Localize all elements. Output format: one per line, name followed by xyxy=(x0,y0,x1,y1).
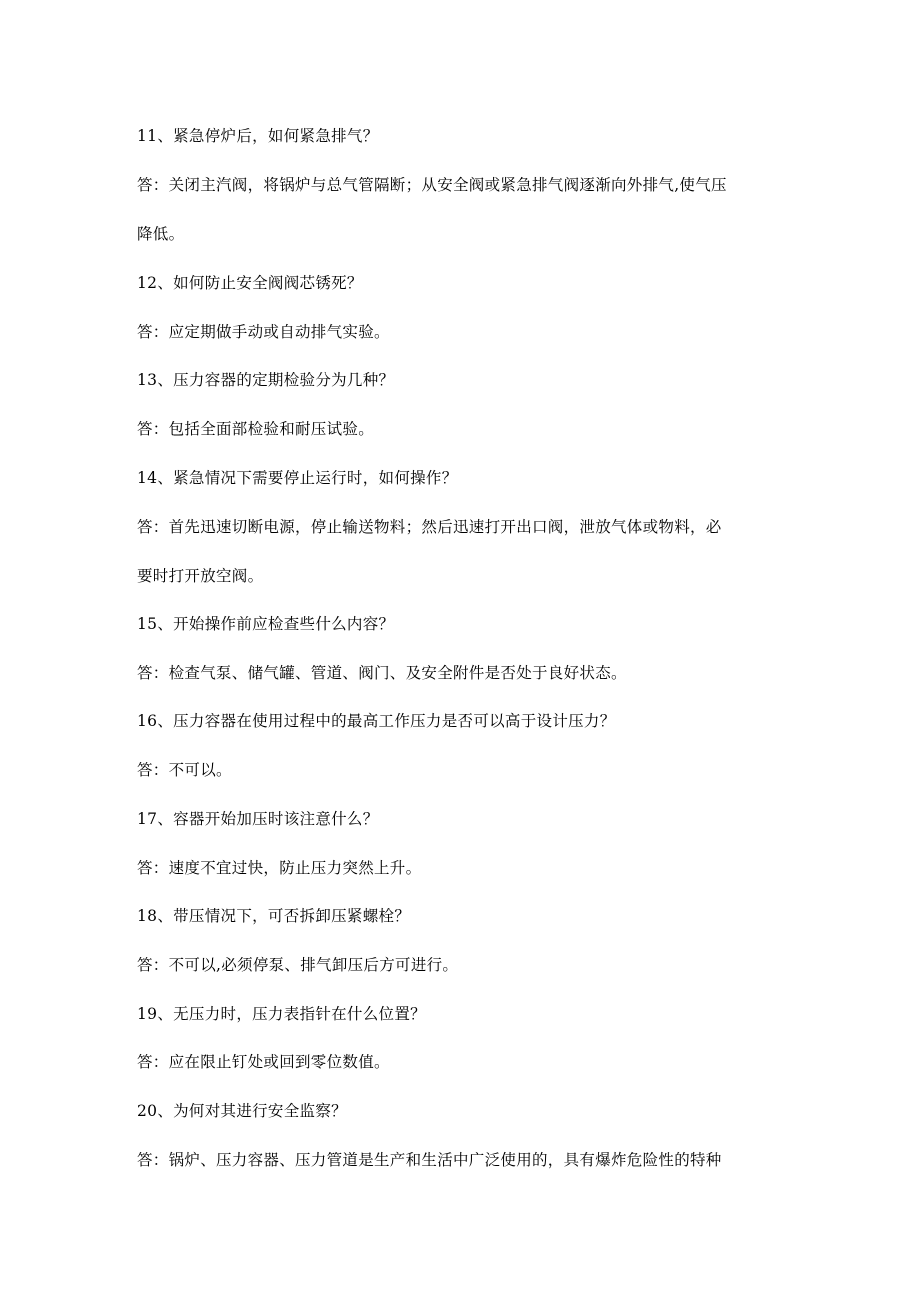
question-11: 11、紧急停炉后，如何紧急排气？ xyxy=(137,127,379,145)
question-19: 19、无压力时，压力表指针在什么位置？ xyxy=(137,1005,426,1023)
question-18: 18、带压情况下，可否拆卸压紧螺栓？ xyxy=(137,907,411,925)
answer-11-line-2: 降低。 xyxy=(137,225,185,243)
answer-12: 答：应定期做手动或自动排气实验。 xyxy=(137,323,390,341)
answer-14-line-2: 要时打开放空阀。 xyxy=(137,567,264,585)
answer-13: 答：包括全面部检验和耐压试验。 xyxy=(137,420,375,438)
question-13: 13、压力容器的定期检验分为几种？ xyxy=(137,371,395,389)
answer-15: 答：检查气泵、储气罐、管道、阀门、及安全附件是否处于良好状态。 xyxy=(137,664,627,682)
answer-19: 答：应在限止钉处或回到零位数值。 xyxy=(137,1053,390,1071)
question-17: 17、容器开始加压时该注意什么？ xyxy=(137,810,379,828)
answer-17: 答：速度不宜过快，防止压力突然上升。 xyxy=(137,859,422,877)
question-15: 15、开始操作前应检查些什么内容？ xyxy=(137,615,395,633)
answer-18: 答：不可以,必须停泵、排气卸压后方可进行。 xyxy=(137,956,459,974)
answer-14-line-1: 答：首先迅速切断电源，停止输送物料；然后迅速打开出口阀，泄放气体或物料，必 xyxy=(137,518,722,536)
question-12: 12、如何防止安全阀阀芯锈死？ xyxy=(137,274,363,292)
answer-11-line-1: 答：关闭主汽阀，将锅炉与总气管隔断；从安全阀或紧急排气阀逐渐向外排气,使气压 xyxy=(137,176,727,194)
answer-20-line-1: 答：锅炉、压力容器、压力管道是生产和生活中广泛使用的，具有爆炸危险性的特种 xyxy=(137,1151,722,1169)
question-16: 16、压力容器在使用过程中的最高工作压力是否可以高于设计压力？ xyxy=(137,712,616,730)
answer-16: 答：不可以。 xyxy=(137,761,232,779)
question-20: 20、为何对其进行安全监察？ xyxy=(137,1102,347,1120)
question-14: 14、紧急情况下需要停止运行时，如何操作？ xyxy=(137,469,458,487)
